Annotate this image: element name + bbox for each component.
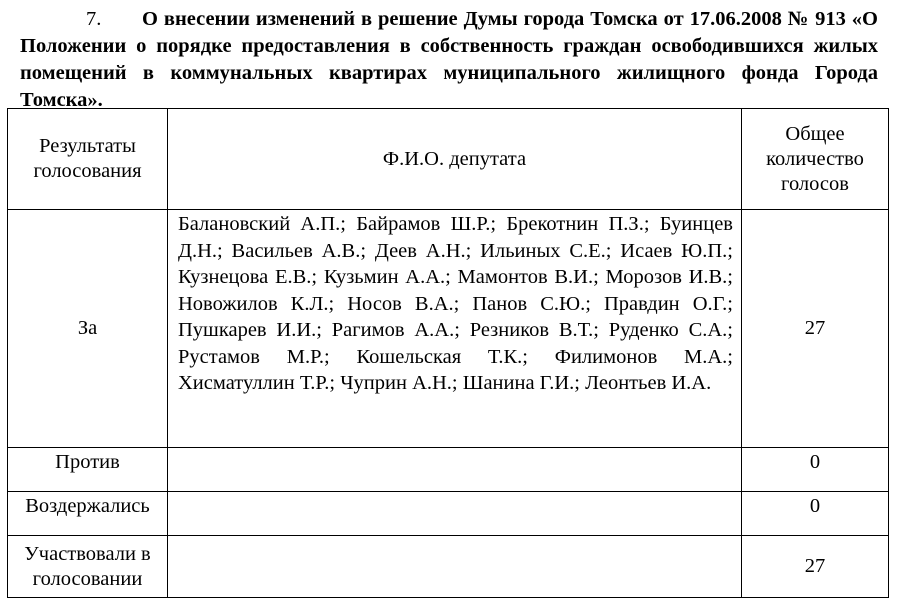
result-label: Участвовали в голосовании: [8, 536, 168, 598]
table-row-participated: [8, 536, 889, 598]
header-results: Результаты голосования: [8, 109, 168, 210]
result-label: Против: [8, 448, 168, 492]
header-deputy-name: Ф.И.О. депутата: [168, 109, 742, 210]
deputy-names: [168, 448, 742, 492]
table-row-against: [8, 448, 889, 492]
vote-count: 0: [742, 448, 889, 492]
vote-count: 27: [742, 210, 889, 448]
vote-count: 27: [742, 536, 889, 598]
header-total-votes: Общее количество голосов: [742, 109, 889, 210]
table-row-for: [8, 210, 889, 448]
deputy-names: [168, 536, 742, 598]
result-label: За: [8, 210, 168, 448]
table-row-abstained: [8, 492, 889, 536]
table-header-row: [8, 109, 889, 210]
deputy-names: [168, 492, 742, 536]
item-heading: [20, 6, 878, 114]
item-title: О внесении изменений в решение Думы города Томска от 17.06.2008 № 913 «О Положении о порядке предоставления в собственность граждан освободившихся жилых помещений в коммунальных квартирах муниципального жилищного фонда Города Томска».: [20, 8, 878, 111]
result-label: Воздержались: [8, 492, 168, 536]
deputy-names: Балановский А.П.; Байрамов Ш.Р.; Брекотнин П.З.; Буинцев Д.Н.; Васильев А.В.; Деев А.Н.; Ильиных С.Е.; Исаев Ю.П.; Кузнецова Е.В.; Кузьмин А.А.; Мамонтов В.И.; Морозов И.В.; Новожилов К.Л.; Носов В.А.; Панов С.Ю.; Правдин О.Г.; Пушкарев И.И.; Рагимов А.А.; Резников В.Т.; Руденко С.А.; Рустамов М.Р.; Кошельская Т.К.; Филимонов М.А.; Хисматуллин Т.Р.; Чуприн А.Н.; Шанина Г.И.; Леонтьев И.А.: [168, 210, 742, 448]
voting-results-table: [7, 108, 889, 598]
item-number: 7.: [86, 8, 102, 30]
vote-count: 0: [742, 492, 889, 536]
